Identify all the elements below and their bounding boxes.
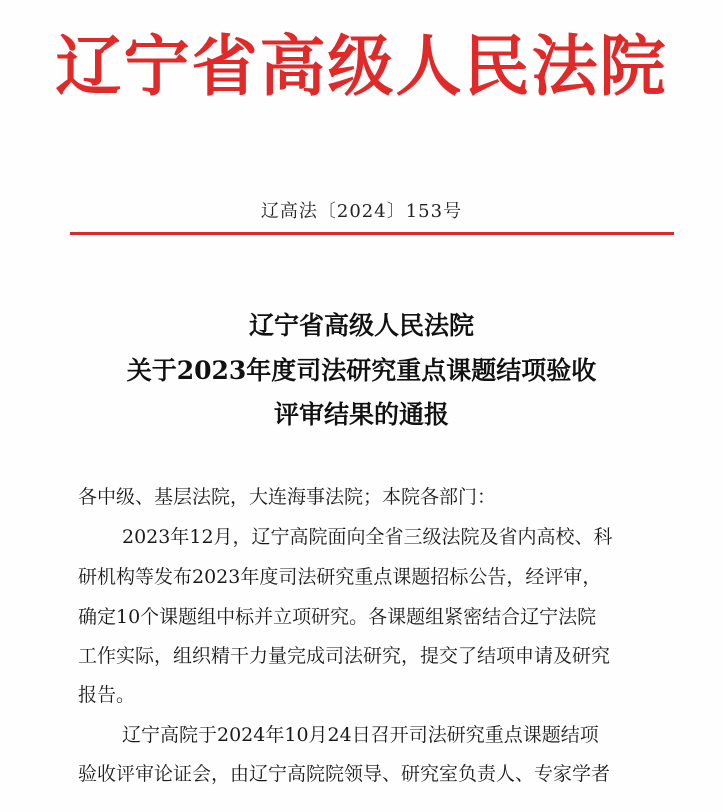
- court-masthead: 辽宁省高级人民法院: [55, 28, 668, 105]
- paragraph1-line-2: 研机构等发布2023年度司法研究重点课题招标公告，经评审，: [78, 566, 602, 588]
- title-line-3: 评审结果的通报: [273, 400, 449, 429]
- title-line-1: 辽宁省高级人民法院: [248, 311, 474, 340]
- paragraph1-line-5: 报告。: [78, 684, 136, 706]
- paragraph1-line-1: 2023年12月，辽宁高院面向全省三级法院及省内高校、科: [122, 526, 613, 548]
- salutation: 各中级、基层法院，大连海事法院；本院各部门：: [78, 486, 497, 508]
- paragraph2-line-2: 验收评审论证会，由辽宁高院院领导、研究室负责人、专家学者: [78, 763, 611, 785]
- paragraph2-line-1: 辽宁高院于2024年10月24日召开司法研究重点课题结项: [122, 724, 599, 746]
- paragraph1-line-3: 确定10个课题组中标并立项研究。各课题组紧密结合辽宁法院: [78, 606, 597, 628]
- document-number: 辽高法〔2024〕153号: [260, 201, 463, 222]
- paragraph1-line-4: 工作实际，组织精干力量完成司法研究，提交了结项申请及研究: [78, 645, 611, 667]
- red-divider-line: [70, 232, 674, 235]
- title-line-2: 关于2023年度司法研究重点课题结项验收: [126, 356, 597, 385]
